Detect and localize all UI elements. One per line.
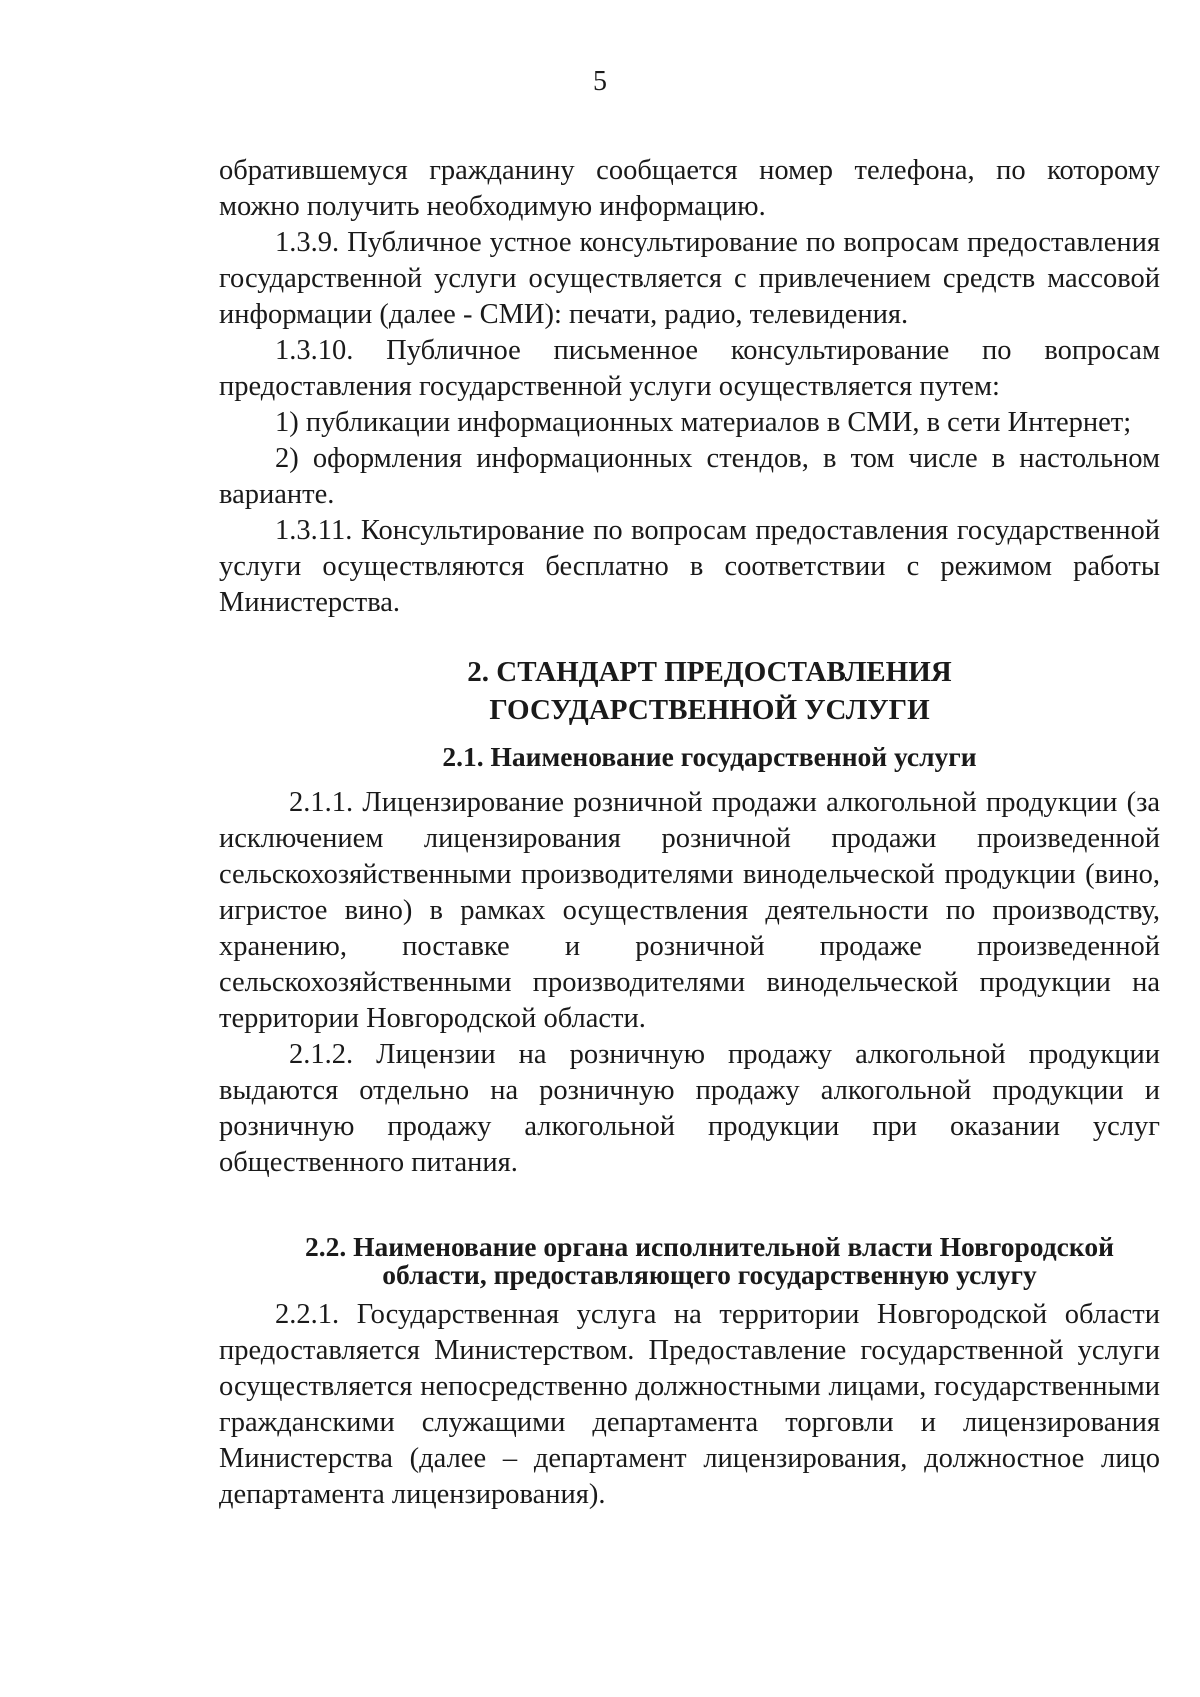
- paragraph-1-3-10: 1.3.10. Публичное письменное консультирование по вопросам предоставления государственной услуги осуществляется путем:: [219, 335, 1160, 402]
- section-2-heading-line2: ГОСУДАРСТВЕННОЙ УСЛУГИ: [489, 694, 930, 726]
- section-2-2-heading-line1: 2.2. Наименование органа исполнительной власти Новгородской: [305, 1231, 1114, 1262]
- section-2-1-heading: 2.1. Наименование государственной услуги: [442, 741, 977, 772]
- section-2-2-heading: [219, 1233, 1160, 1289]
- document-body: [219, 153, 1160, 1513]
- paragraph-continuation: обратившемуся гражданину сообщается номер телефона, по которому можно получить необходимую информацию.: [219, 155, 1160, 222]
- paragraph-1-3-11: 1.3.11. Консультирование по вопросам предоставления государственной услуги осуществляются бесплатно в соответствии с режимом работы Министерства.: [219, 515, 1160, 618]
- section-2-heading: [219, 653, 1160, 729]
- paragraph-1-3-9: 1.3.9. Публичное устное консультирование по вопросам предоставления государственной услуги осуществляется с привлечением средств массовой информации (далее - СМИ): печати, радио, телевидения.: [219, 227, 1160, 330]
- list-item-1: 1) публикации информационных материалов в СМИ, в сети Интернет;: [275, 407, 1132, 438]
- section-2-heading-line1: 2. СТАНДАРТ ПРЕДОСТАВЛЕНИЯ: [467, 656, 952, 688]
- paragraph-2-2-1: 2.2.1. Государственная услуга на территории Новгородской области предоставляется Министерством. Предоставление государственной услуги осуществляется непосредственно должностными лицами, государственными гражданскими служащими департамента торговли и лицензирования Министерства (далее – департамент лицензирования, должностное лицо департамента лицензирования).: [219, 1299, 1160, 1510]
- paragraph-2-1-2: 2.1.2. Лицензии на розничную продажу алкогольной продукции выдаются отдельно на розничную продажу алкогольной продукции и розничную продажу алкогольной продукции при оказании услуг общественного питания.: [219, 1039, 1160, 1178]
- paragraph-2-1-1: 2.1.1. Лицензирование розничной продажи алкогольной продукции (за исключением лицензирования розничной продажи произведенной сельскохозяйственными производителями винодельческой продукции (вино, игристое вино) в рамках осуществления деятельности по производству, хранению, поставке и розничной продаже произведенной сельскохозяйственными производителями винодельческой продукции на территории Новгородской области.: [219, 787, 1160, 1034]
- list-item-2: 2) оформления информационных стендов, в том числе в настольном варианте.: [219, 443, 1160, 510]
- page-number: 5: [593, 66, 607, 97]
- section-2-2-heading-line2: области, предоставляющего государственную услугу: [382, 1259, 1037, 1290]
